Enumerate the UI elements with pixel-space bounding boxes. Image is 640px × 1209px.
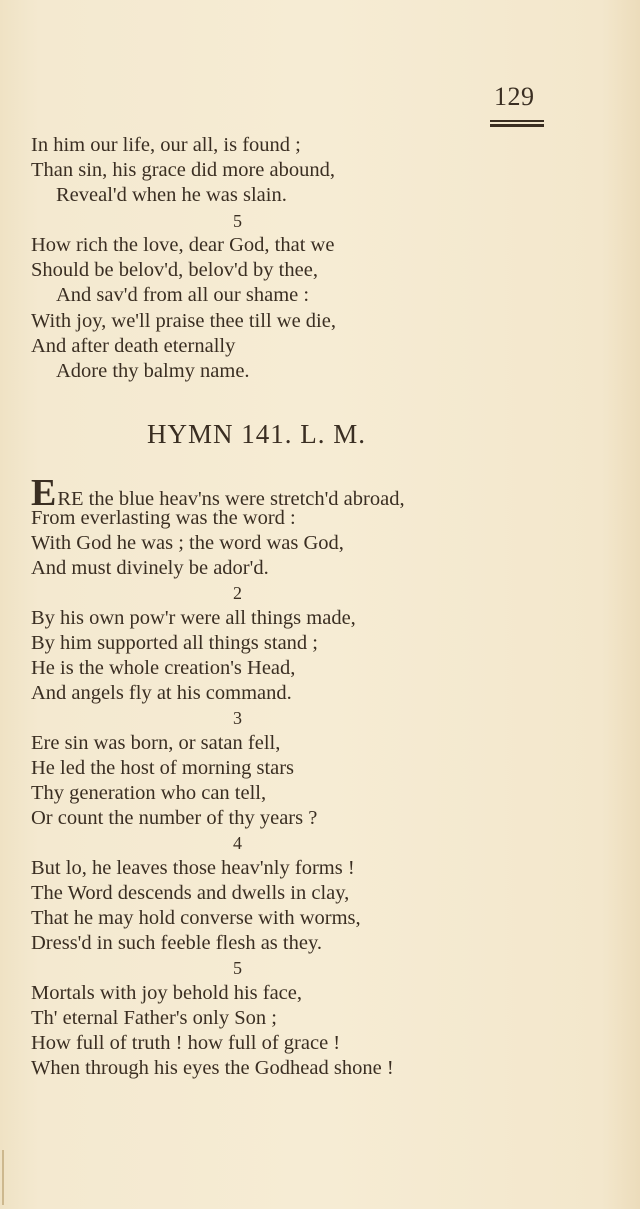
verse-line: Should be belov'd, belov'd by thee, — [31, 259, 318, 281]
stanza-number: 5 — [233, 211, 242, 231]
verse-line: Ere sin was born, or satan fell, — [31, 732, 281, 754]
stanza-number: 2 — [233, 583, 242, 603]
verse-line: Mortals with joy behold his face, — [31, 982, 303, 1004]
verse-line: And after death eternally — [31, 335, 236, 357]
first-line-text: RE the blue heav'ns were stretch'd abroad, — [57, 488, 405, 510]
verse-line: Adore thy balmy name. — [56, 360, 250, 382]
drop-cap: E — [31, 472, 58, 514]
hymn-title: HYMN 141. L. M. — [147, 419, 367, 449]
verse-line: And angels fly at his command. — [31, 682, 292, 704]
verse-line: That he may hold converse with worms, — [31, 907, 361, 929]
verse-line: How rich the love, dear God, that we — [31, 234, 335, 256]
verse-line: But lo, he leaves those heav'nly forms ! — [31, 857, 355, 879]
verse-line: Dress'd in such feeble flesh as they. — [31, 932, 322, 954]
page-edge-shadow — [2, 1150, 4, 1205]
stanza-number: 4 — [233, 833, 242, 853]
verse-line: And must divinely be ador'd. — [31, 557, 269, 579]
verse-line: How full of truth ! how full of grace ! — [31, 1032, 341, 1054]
verse-line: Or count the number of thy years ? — [31, 807, 318, 829]
header-rule — [490, 119, 544, 128]
verse-line: By his own pow'r were all things made, — [31, 607, 356, 629]
verse-line: From everlasting was the word : — [31, 507, 296, 529]
verse-line: The Word descends and dwells in clay, — [31, 882, 350, 904]
verse-line: Than sin, his grace did more abound, — [31, 159, 336, 181]
verse-line: Thy generation who can tell, — [31, 782, 267, 804]
verse-line: He led the host of morning stars — [31, 757, 295, 779]
verse-line: With God he was ; the word was God, — [31, 532, 344, 554]
verse-line: In him our life, our all, is found ; — [31, 134, 301, 156]
verse-line: When through his eyes the Godhead shone ! — [31, 1057, 394, 1079]
verse-line: And sav'd from all our shame : — [56, 284, 310, 306]
page-number: 129 — [494, 82, 535, 111]
verse-line: By him supported all things stand ; — [31, 632, 318, 654]
verse-line: With joy, we'll praise thee till we die, — [31, 310, 336, 332]
stanza-number: 3 — [233, 708, 242, 728]
stanza-number: 5 — [233, 958, 242, 978]
verse-line: Th' eternal Father's only Son ; — [31, 1007, 277, 1029]
verse-line: Reveal'd when he was slain. — [56, 184, 287, 206]
verse-line: He is the whole creation's Head, — [31, 657, 296, 679]
